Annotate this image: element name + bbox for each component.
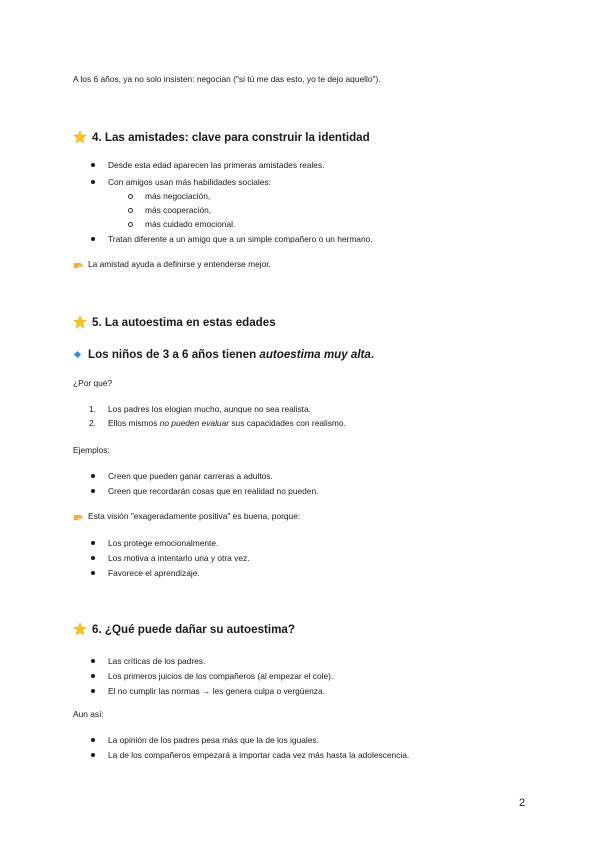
section-6-heading (73, 622, 295, 636)
bullet-dot (91, 659, 95, 663)
aun-asi-label: Aun así: (73, 709, 104, 719)
list-item: Las críticas de los padres. (108, 656, 206, 666)
bullet-dot (91, 541, 95, 545)
list-item: Con amigos usan más habilidades sociales: (108, 177, 271, 187)
bullet-dot (91, 163, 95, 167)
bullet-dot (91, 556, 95, 560)
list-item: La de los compañeros empezará a importar cada vez más hasta la adolescencia. (108, 750, 410, 760)
sub-list-item: más cuidado emocional. (145, 219, 236, 229)
list-item: Los protege emocionalmente. (108, 538, 219, 548)
bullet-dot (91, 571, 95, 575)
numbered-item (108, 418, 346, 429)
section-6-title: 6. ¿Qué puede dañar su autoestima? (92, 622, 295, 636)
sub-bullet-circle (128, 208, 133, 213)
sub-list-item: más cooperación, (145, 205, 212, 215)
bullet-dot (91, 738, 95, 742)
list-item: Los motiva a intentarlo una y otra vez. (108, 553, 250, 563)
section-4-heading (73, 130, 370, 144)
bullet-dot (91, 753, 95, 757)
list-number: 2. (89, 418, 96, 428)
list-item: Favorece el aprendizaje. (108, 568, 200, 578)
blue-diamond-icon (74, 351, 81, 358)
item-text: sus capacidades con realismo. (229, 418, 346, 428)
pointing-hand-icon (73, 512, 85, 521)
sub-list-item: más negociación, (145, 191, 211, 201)
list-item: Desde esta edad aparecen las primeras amistades reales. (108, 160, 325, 170)
page-number: 2 (519, 797, 526, 809)
item-text: Ellos mismos (108, 418, 160, 428)
bullet-dot (91, 474, 95, 478)
subheading-text: Los niños de 3 a 6 años tienen (88, 348, 257, 361)
section-5-heading (73, 315, 276, 329)
sub-bullet-circle (128, 194, 133, 199)
subheading-period: . (370, 348, 375, 361)
bullet-dot (91, 689, 95, 693)
glowing-star-icon (73, 622, 87, 636)
list-number: 1. (89, 404, 96, 414)
list-item: Creen que recordarán cosas que en realidad no pueden. (108, 486, 319, 496)
section-4-title: 4. Las amistades: clave para construir la identidad (92, 130, 370, 144)
glowing-star-icon (73, 315, 87, 329)
section-5-note: Esta visión "exageradamente positiva" es buena, porque: (88, 511, 301, 521)
section-5-subheading (73, 348, 374, 361)
numbered-item: Los padres los elogian mucho, aunque no sea realista. (108, 404, 311, 414)
list-item: Tratan diferente a un amigo que a un simple compañero o un hermano. (108, 234, 373, 244)
pointing-hand-icon (73, 260, 85, 269)
list-item: La opinión de los padres pesa más que la de los iguales. (108, 735, 319, 745)
section-4-note: La amistad ayuda a definirse y entenderse mejor. (88, 259, 271, 269)
bullet-dot (91, 237, 95, 241)
list-item: El no cumplir las normas → les genera culpa o vergüenza. (108, 686, 325, 696)
bullet-dot (91, 180, 95, 184)
glowing-star-icon (73, 130, 87, 144)
list-item: Creen que pueden ganar carreras a adultos. (108, 471, 273, 481)
why-label: ¿Por qué? (73, 378, 113, 388)
intro-paragraph: A los 6 años, ya no solo insisten: negocian ("si tú me das esto, yo te dejo aquello"). (73, 74, 381, 84)
bullet-dot (91, 489, 95, 493)
bullet-dot (91, 674, 95, 678)
sub-bullet-circle (128, 222, 133, 227)
examples-label: Ejemplos: (73, 445, 110, 455)
list-item: Los primeros juicios de los compañeros (al empezar el cole). (108, 671, 334, 681)
item-emphasis: no pueden evaluar (159, 418, 230, 428)
section-5-title: 5. La autoestima en estas edades (92, 315, 276, 329)
subheading-emphasis: autoestima muy alta (259, 348, 371, 361)
